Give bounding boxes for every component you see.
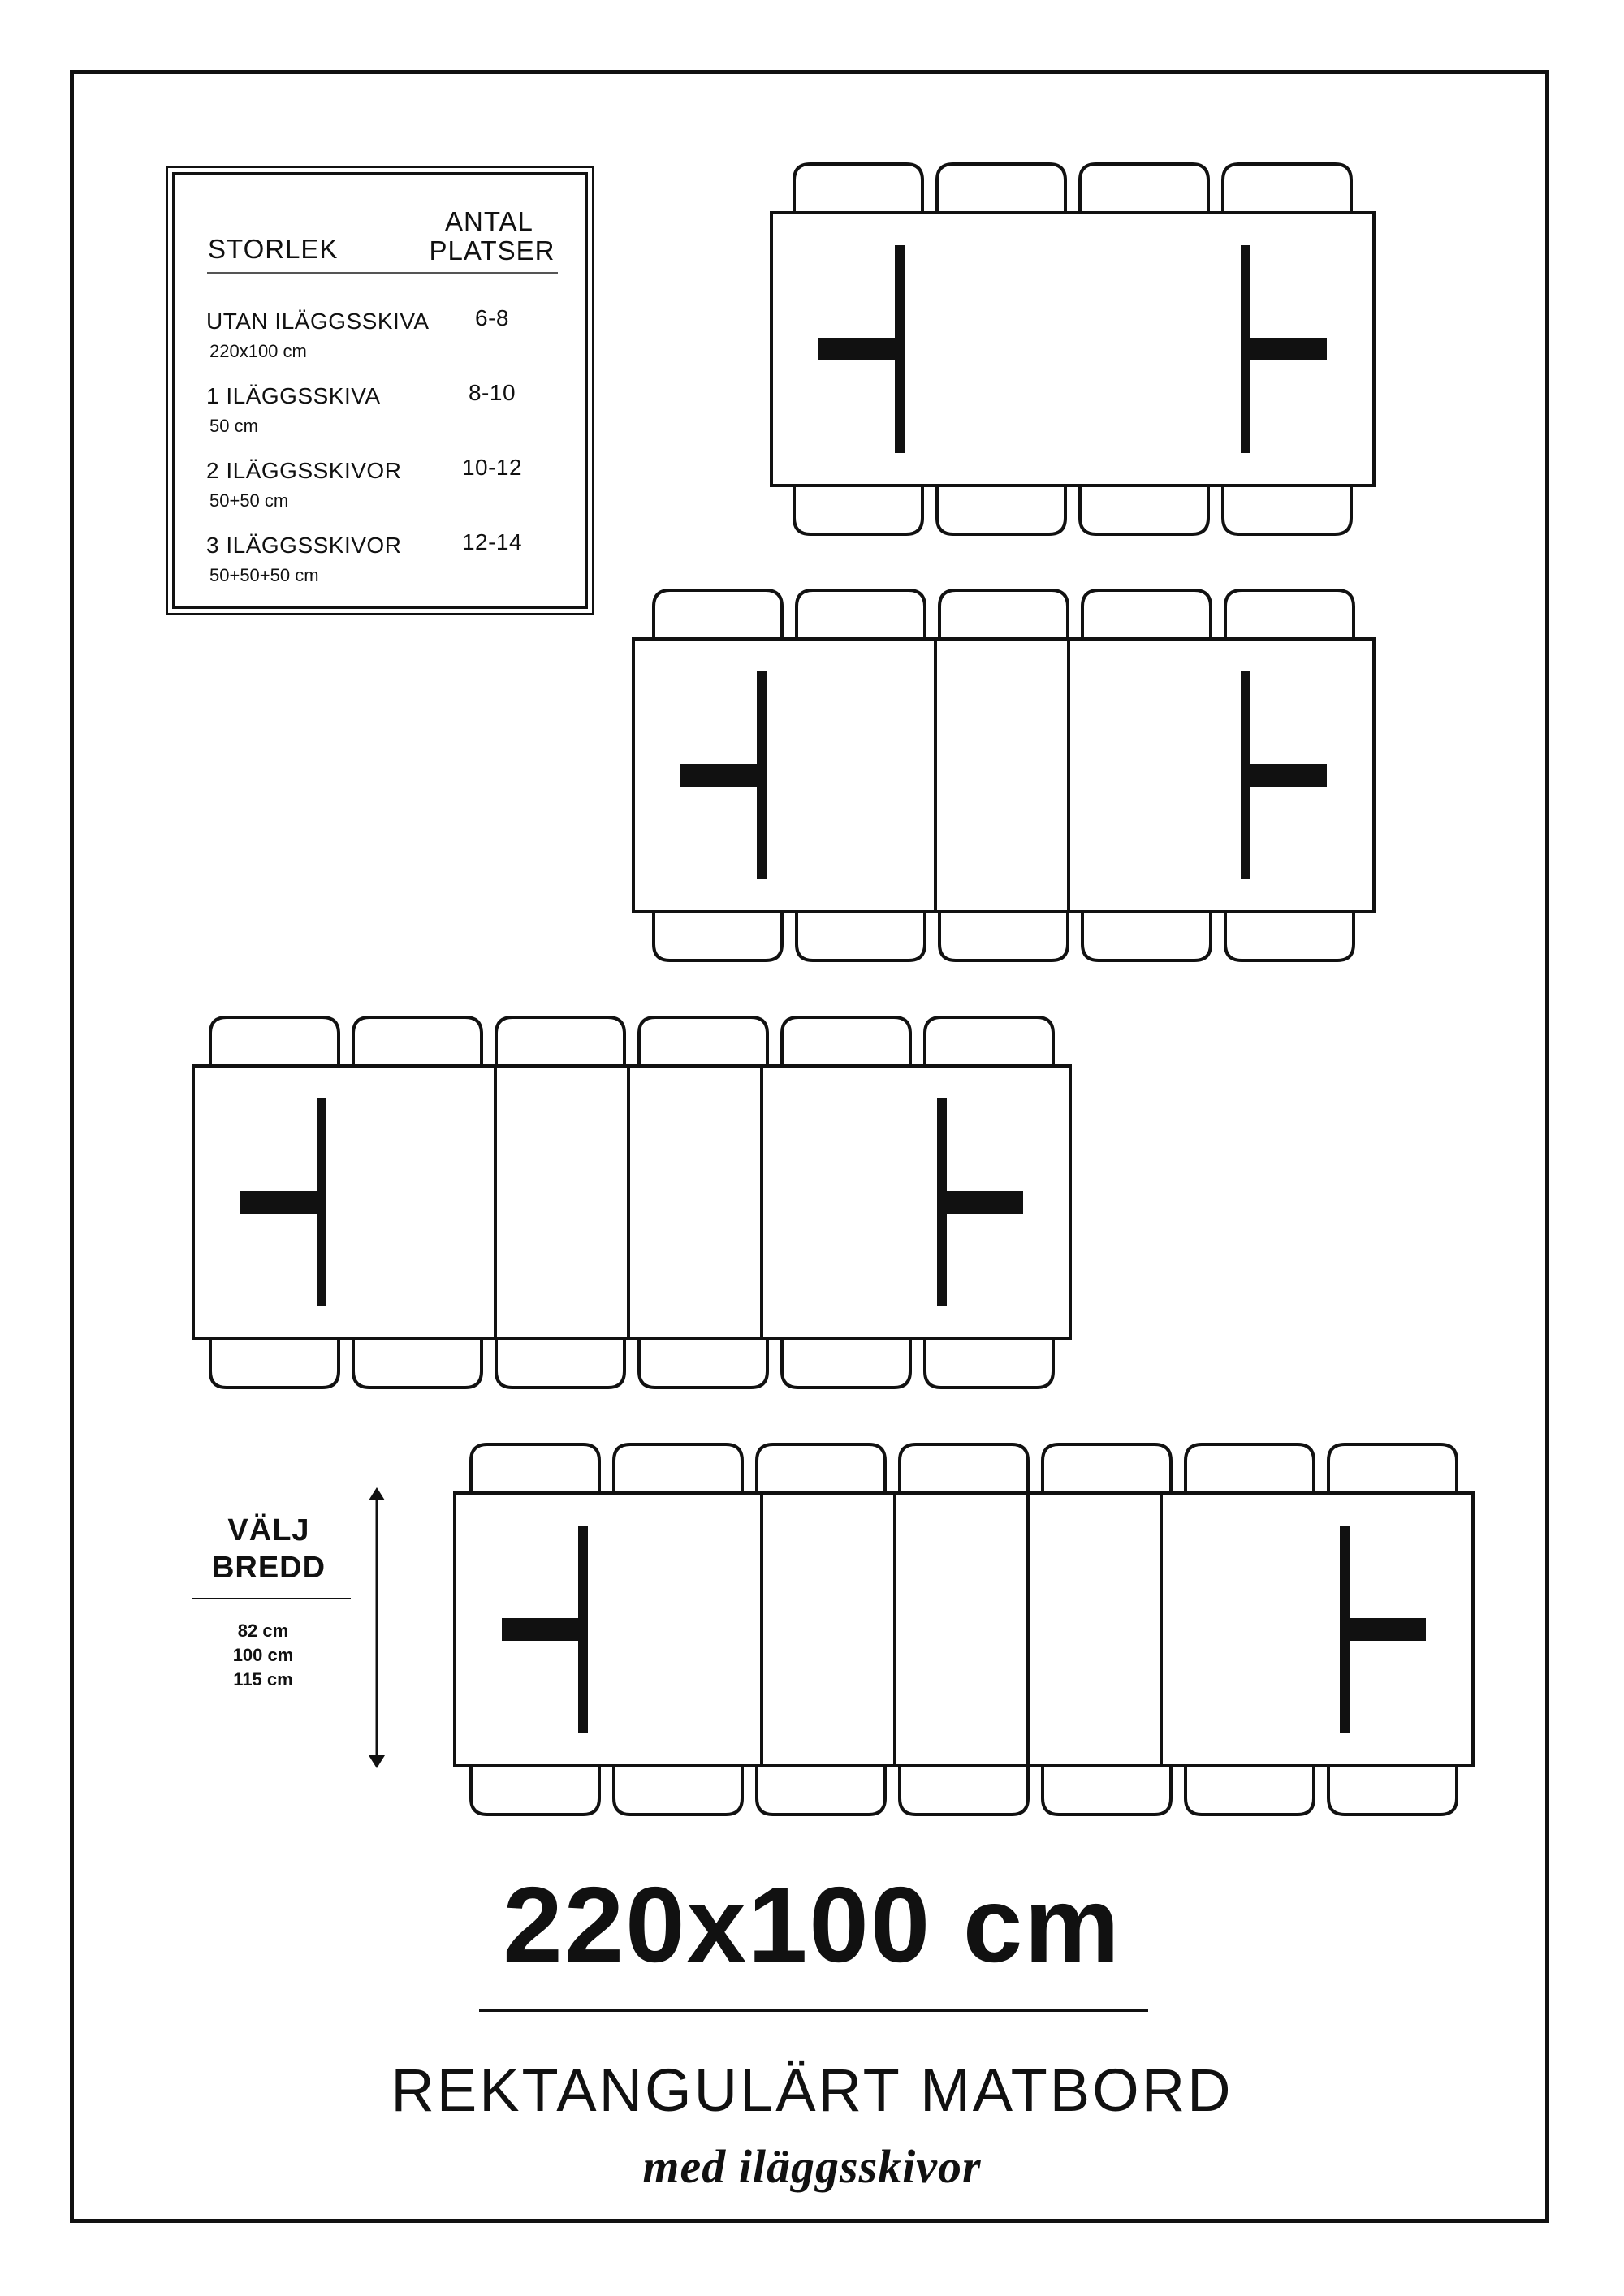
- legend-row-2-seats: 10-12: [461, 455, 523, 480]
- chair-top-0-2: [1080, 164, 1208, 213]
- chair-bottom-2-3: [639, 1339, 767, 1388]
- chair-bottom-2-0: [210, 1339, 339, 1388]
- chair-top-0-0: [794, 164, 922, 213]
- table-top-3: [455, 1493, 1473, 1766]
- width-option-82: 82 cm: [237, 1621, 289, 1641]
- legend-row-1-seats: 8-10: [468, 380, 516, 405]
- chair-top-2-0: [210, 1017, 339, 1066]
- legend-row-1-sub: 50 cm: [209, 416, 258, 436]
- chair-top-2-1: [353, 1017, 482, 1066]
- legend-header-seats-line2: PLATSER: [429, 235, 555, 265]
- chair-top-3-5: [1186, 1444, 1314, 1493]
- chair-bottom-0-0: [794, 486, 922, 534]
- width-option-115: 115 cm: [233, 1669, 293, 1690]
- chair-bottom-0-3: [1223, 486, 1351, 534]
- chair-bottom-1-0: [654, 912, 782, 960]
- chair-bottom-2-5: [925, 1339, 1053, 1388]
- legend-row-3-seats: 12-14: [461, 529, 523, 555]
- legend-header-size: STORLEK: [208, 234, 339, 264]
- chair-bottom-1-3: [1082, 912, 1211, 960]
- legend-row-0-sub: 220x100 cm: [209, 341, 307, 361]
- chair-bottom-3-2: [757, 1766, 885, 1815]
- width-title-line1: VÄLJ: [227, 1513, 310, 1547]
- width-arrow-head-top: [369, 1487, 385, 1500]
- chair-bottom-2-4: [782, 1339, 910, 1388]
- leg-left-foot-3: [502, 1618, 583, 1641]
- leg-left-foot-2: [240, 1191, 322, 1214]
- chair-top-1-2: [939, 590, 1068, 639]
- chair-top-3-0: [471, 1444, 599, 1493]
- chair-bottom-1-2: [939, 912, 1068, 960]
- chair-bottom-3-5: [1186, 1766, 1314, 1815]
- legend-header-seats-line1: ANTAL: [445, 206, 533, 236]
- chair-top-3-4: [1043, 1444, 1171, 1493]
- chair-top-3-2: [757, 1444, 885, 1493]
- leg-left-foot-0: [818, 338, 900, 360]
- subtitle: REKTANGULÄRT MATBORD: [391, 2056, 1233, 2124]
- chair-bottom-2-2: [496, 1339, 624, 1388]
- leg-right-foot-0: [1246, 338, 1327, 360]
- width-option-100: 100 cm: [232, 1645, 294, 1665]
- chair-bottom-1-1: [797, 912, 925, 960]
- chair-top-2-4: [782, 1017, 910, 1066]
- main-title: 220x100 cm: [503, 1865, 1121, 1984]
- chair-bottom-1-4: [1225, 912, 1354, 960]
- chair-top-3-6: [1328, 1444, 1457, 1493]
- leg-left-foot-1: [680, 764, 762, 787]
- chair-top-1-3: [1082, 590, 1211, 639]
- chair-top-1-4: [1225, 590, 1354, 639]
- chair-top-3-1: [614, 1444, 742, 1493]
- chair-top-2-5: [925, 1017, 1053, 1066]
- chair-top-2-3: [639, 1017, 767, 1066]
- chair-bottom-0-2: [1080, 486, 1208, 534]
- leg-right-foot-3: [1345, 1618, 1426, 1641]
- chair-bottom-3-6: [1328, 1766, 1457, 1815]
- legend-row-0-name: UTAN ILÄGGSSKIVA: [206, 309, 430, 334]
- tagline: med iläggsskivor: [642, 2140, 982, 2193]
- chair-top-0-3: [1223, 164, 1351, 213]
- title-underline: [479, 2009, 1148, 2012]
- chair-top-1-0: [654, 590, 782, 639]
- chair-top-0-1: [937, 164, 1065, 213]
- chair-top-1-1: [797, 590, 925, 639]
- chair-bottom-3-3: [900, 1766, 1028, 1815]
- legend-row-2-name: 2 ILÄGGSSKIVOR: [206, 458, 402, 483]
- chair-top-3-3: [900, 1444, 1028, 1493]
- chair-bottom-0-1: [937, 486, 1065, 534]
- chair-bottom-3-4: [1043, 1766, 1171, 1815]
- legend-row-3-name: 3 ILÄGGSSKIVOR: [206, 533, 402, 558]
- legend-row-3-sub: 50+50+50 cm: [209, 565, 319, 585]
- width-title-line2: BREDD: [211, 1551, 326, 1585]
- leg-right-foot-2: [942, 1191, 1023, 1214]
- width-divider: [192, 1598, 351, 1599]
- chair-bottom-2-1: [353, 1339, 482, 1388]
- width-arrow-head-bottom: [369, 1755, 385, 1768]
- legend-row-2-sub: 50+50 cm: [209, 490, 289, 511]
- leg-right-foot-1: [1246, 764, 1327, 787]
- chair-bottom-3-0: [471, 1766, 599, 1815]
- chair-top-2-2: [496, 1017, 624, 1066]
- legend-row-0-seats: 6-8: [475, 305, 509, 330]
- legend-row-1-name: 1 ILÄGGSSKIVA: [206, 383, 381, 408]
- chair-bottom-3-1: [614, 1766, 742, 1815]
